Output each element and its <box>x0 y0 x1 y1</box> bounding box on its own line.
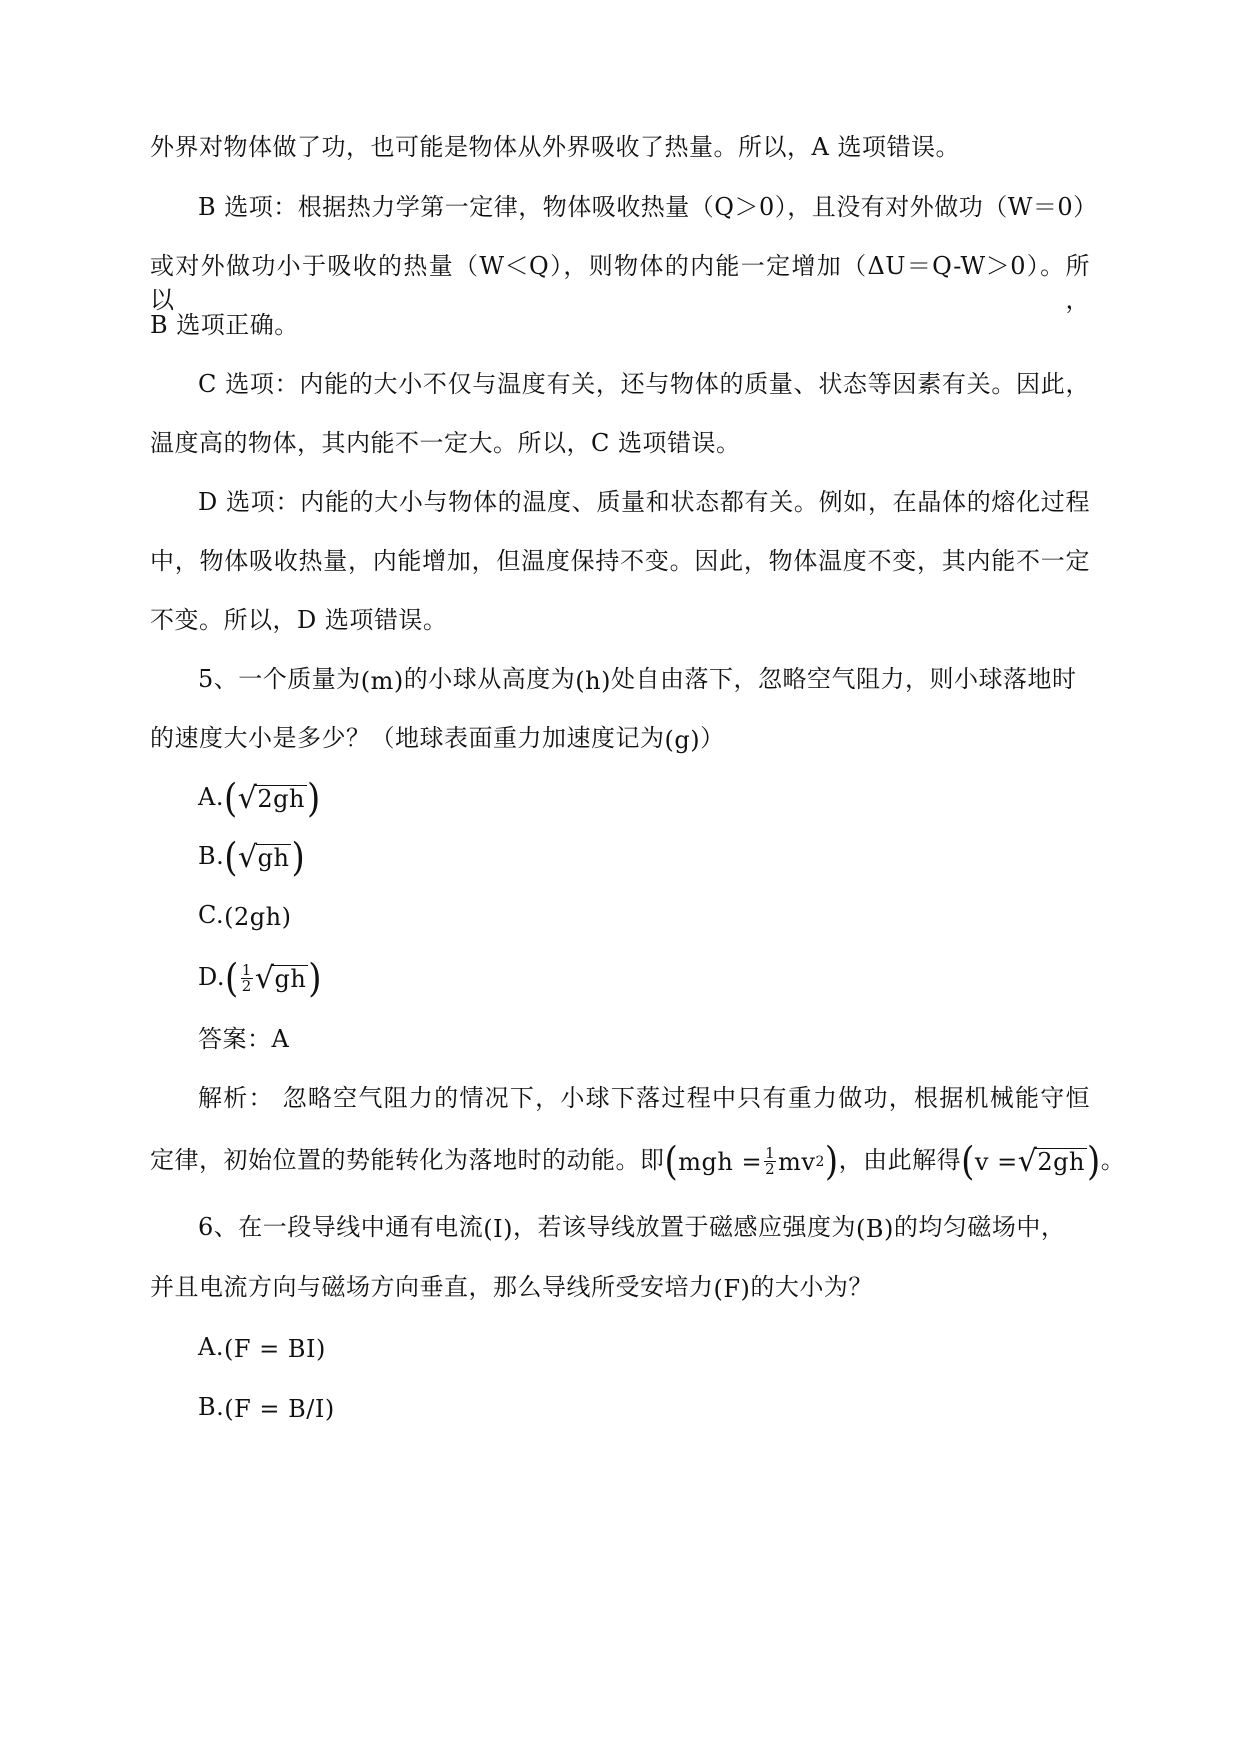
eq-left: v = <box>974 1147 1018 1176</box>
answer-line: 答案：A <box>198 1025 290 1053</box>
radicand: 2gh <box>1037 1147 1085 1176</box>
text: 。 <box>1100 1146 1126 1174</box>
option-a-formula: (F = BI) <box>223 1334 326 1363</box>
text: 的大小为？ <box>750 1273 873 1301</box>
denominator: 2 <box>765 1160 776 1178</box>
sqrt-icon: √ 2gh <box>1017 1143 1085 1179</box>
text-line: 温度高的物体，其内能不一定大。所以，C 选项错误。 <box>150 429 741 457</box>
text-line: B 选项正确。 <box>150 311 299 339</box>
radicand: gh <box>274 964 307 993</box>
text: ，若该导线放置于磁感应强度为 <box>513 1213 857 1241</box>
option-b-formula: (F = B/I) <box>224 1394 335 1423</box>
text: 5、一个质量为 <box>198 665 361 693</box>
question-6-line-1 <box>198 1210 1148 1246</box>
option-b <box>198 834 1148 881</box>
option-label: D. <box>198 963 226 991</box>
radicand: 2gh <box>257 784 305 813</box>
option-label: B. <box>198 1393 225 1421</box>
text: 的均匀磁场中， <box>893 1213 1066 1241</box>
math-var-m: ( m ) <box>361 664 404 698</box>
option-label: B. <box>198 842 225 870</box>
question-5-line-2 <box>150 721 1100 757</box>
option-c <box>198 898 1148 934</box>
var: g <box>674 725 691 754</box>
text-line: D 选项：内能的大小与物体的温度、质量和状态都有关。例如，在晶体的熔化过程 <box>198 488 1090 516</box>
option-c-formula: (2gh) <box>224 902 292 931</box>
option-d <box>198 955 1148 1002</box>
eq-left: mgh = <box>678 1147 763 1176</box>
exponent: 2 <box>815 1153 825 1170</box>
velocity-equation: ( v = √ 2gh ) <box>961 1138 1101 1185</box>
fraction <box>764 1146 776 1177</box>
var: m <box>370 666 394 695</box>
question-5-line-1 <box>198 662 1148 698</box>
text-line: B 选项：根据热力学第一定律，物体吸收热量（Q＞0），且没有对外做功（W＝0） <box>198 193 1098 221</box>
text: 处自由落下，忽略空气阻力，则小球落地时 <box>611 665 1077 693</box>
analysis-line-1: 解析： 忽略空气阻力的情况下，小球下落过程中只有重力做功，根据机械能守恒 <box>198 1084 1090 1112</box>
text: 6、在一段导线中通有电流 <box>198 1213 484 1241</box>
math-var-g: ( g ) <box>665 723 701 757</box>
text: ，由此解得 <box>838 1146 962 1174</box>
var: I <box>493 1214 504 1243</box>
option-d-formula: ( $\frac{1}{2}$ √ gh ) <box>225 955 323 1002</box>
option-label: A. <box>198 783 224 811</box>
math-var-i: ( I ) <box>483 1212 513 1246</box>
text-line: 外界对物体做了功，也可能是物体从外界吸收了热量。所以，A 选项错误。 <box>150 133 960 161</box>
var: F <box>723 1274 741 1303</box>
sqrt-icon: √ gh <box>238 839 290 875</box>
option-a <box>198 775 1148 822</box>
sqrt-icon: √ gh <box>254 960 307 996</box>
option-label: A. <box>198 1333 224 1361</box>
text-line: 不变。所以，D 选项错误。 <box>150 606 448 634</box>
numerator: 1 <box>241 961 252 979</box>
var: h <box>585 666 602 695</box>
text: 的速度大小是多少？（地球表面重力加速度记为 <box>150 724 665 752</box>
question-6-line-2 <box>150 1270 1100 1306</box>
text: 并且电流方向与磁场方向垂直，那么导线所受安培力 <box>150 1273 714 1301</box>
sqrt-icon: √ 2gh <box>237 780 305 816</box>
fraction <box>241 963 253 994</box>
radicand: gh <box>257 843 290 872</box>
numerator: 1 <box>765 1144 776 1162</box>
text-line: C 选项：内能的大小不仅与温度有关，还与物体的质量、状态等因素有关。因此， <box>198 370 1090 398</box>
text-line: 或对外做功小于吸收的热量（W＜Q），则物体的内能一定增加（ΔU＝Q-W＞0）。所以， <box>150 252 1090 314</box>
option-a-formula: ( √ 2gh ) <box>223 775 321 822</box>
denominator: 2 <box>241 977 252 995</box>
var: B <box>865 1214 885 1243</box>
energy-equation: ( mgh = $\frac{1}{2}$ mv 2 ) <box>664 1138 839 1185</box>
option-b <box>198 1390 1148 1426</box>
option-a <box>198 1330 1148 1366</box>
text: 的小球从高度为 <box>403 665 576 693</box>
text: ） <box>700 724 725 752</box>
math-var-h: ( h ) <box>575 664 611 698</box>
math-var-f: ( F ) <box>714 1272 751 1306</box>
option-label: C. <box>198 901 225 929</box>
math-var-b: ( B ) <box>856 1212 894 1246</box>
text-line: 中，物体吸收热量，内能增加，但温度保持不变。因此，物体温度不变，其内能不一定 <box>150 547 1090 575</box>
option-b-formula: ( √ gh ) <box>224 834 306 881</box>
analysis-line-2 <box>150 1138 1126 1185</box>
eq-right: mv <box>778 1147 816 1176</box>
text: 定律，初始位置的势能转化为落地时的动能。即 <box>150 1146 665 1174</box>
